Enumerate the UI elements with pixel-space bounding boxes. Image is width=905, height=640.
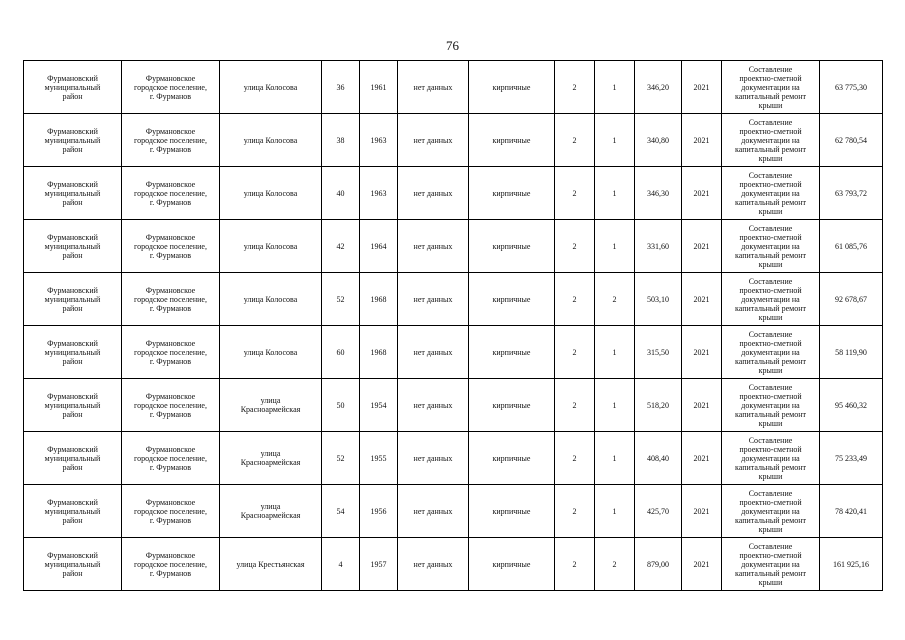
table-row (24, 220, 883, 273)
street-cell: улица Колосова (220, 273, 322, 326)
street-cell: улица Колосова (220, 326, 322, 379)
table-body (24, 61, 883, 591)
cost-cell: 63 793,72 (820, 167, 883, 220)
house-number-cell: 36 (322, 61, 360, 114)
plan-year-cell: 2021 (682, 114, 722, 167)
area-cell: 425,70 (635, 485, 682, 538)
floors-cell: 2 (555, 61, 595, 114)
table-row (24, 167, 883, 220)
plan-year-cell: 2021 (682, 61, 722, 114)
district-cell: Фурмановский муниципальный район (24, 379, 122, 432)
entrances-cell: 1 (595, 167, 635, 220)
status-cell: нет данных (398, 220, 469, 273)
build-year-cell: 1956 (360, 485, 398, 538)
street-cell: улица Колосова (220, 114, 322, 167)
work-type-cell: Составление проектно-сметной документации на капитальный ремонт крыши (722, 273, 820, 326)
plan-year-cell: 2021 (682, 326, 722, 379)
district-cell: Фурмановский муниципальный район (24, 485, 122, 538)
table-row (24, 273, 883, 326)
table-row (24, 379, 883, 432)
area-cell: 503,10 (635, 273, 682, 326)
status-cell: нет данных (398, 432, 469, 485)
area-cell: 346,20 (635, 61, 682, 114)
cost-cell: 62 780,54 (820, 114, 883, 167)
wall-material-cell: кирпичные (469, 485, 555, 538)
build-year-cell: 1964 (360, 220, 398, 273)
entrances-cell: 1 (595, 114, 635, 167)
table-row (24, 61, 883, 114)
district-cell: Фурмановский муниципальный район (24, 61, 122, 114)
floors-cell: 2 (555, 114, 595, 167)
street-cell: улица Колосова (220, 61, 322, 114)
build-year-cell: 1957 (360, 538, 398, 591)
plan-year-cell: 2021 (682, 538, 722, 591)
wall-material-cell: кирпичные (469, 61, 555, 114)
area-cell: 340,80 (635, 114, 682, 167)
work-type-cell: Составление проектно-сметной документации на капитальный ремонт крыши (722, 432, 820, 485)
cost-cell: 75 233,49 (820, 432, 883, 485)
area-cell: 408,40 (635, 432, 682, 485)
work-type-cell: Составление проектно-сметной документации на капитальный ремонт крыши (722, 485, 820, 538)
settlement-cell: Фурмановское городское поселение, г. Фурманов (122, 273, 220, 326)
work-type-cell: Составление проектно-сметной документации на капитальный ремонт крыши (722, 114, 820, 167)
plan-year-cell: 2021 (682, 485, 722, 538)
entrances-cell: 1 (595, 220, 635, 273)
table-row (24, 432, 883, 485)
build-year-cell: 1961 (360, 61, 398, 114)
work-type-cell: Составление проектно-сметной документации на капитальный ремонт крыши (722, 167, 820, 220)
entrances-cell: 2 (595, 538, 635, 591)
build-year-cell: 1963 (360, 167, 398, 220)
street-cell: улица Красноармейская (220, 379, 322, 432)
table-row (24, 485, 883, 538)
work-type-cell: Составление проектно-сметной документации на капитальный ремонт крыши (722, 326, 820, 379)
build-year-cell: 1955 (360, 432, 398, 485)
street-cell: улица Крестьянская (220, 538, 322, 591)
house-number-cell: 38 (322, 114, 360, 167)
floors-cell: 2 (555, 485, 595, 538)
area-cell: 879,00 (635, 538, 682, 591)
entrances-cell: 1 (595, 61, 635, 114)
wall-material-cell: кирпичные (469, 326, 555, 379)
cost-cell: 58 119,90 (820, 326, 883, 379)
house-number-cell: 42 (322, 220, 360, 273)
table-row (24, 326, 883, 379)
district-cell: Фурмановский муниципальный район (24, 114, 122, 167)
area-cell: 346,30 (635, 167, 682, 220)
wall-material-cell: кирпичные (469, 538, 555, 591)
wall-material-cell: кирпичные (469, 273, 555, 326)
area-cell: 331,60 (635, 220, 682, 273)
settlement-cell: Фурмановское городское поселение, г. Фурманов (122, 538, 220, 591)
cost-cell: 92 678,67 (820, 273, 883, 326)
street-cell: улица Колосова (220, 220, 322, 273)
work-type-cell: Составление проектно-сметной документации на капитальный ремонт крыши (722, 379, 820, 432)
repair-register-table (23, 60, 883, 591)
cost-cell: 161 925,16 (820, 538, 883, 591)
plan-year-cell: 2021 (682, 167, 722, 220)
floors-cell: 2 (555, 273, 595, 326)
district-cell: Фурмановский муниципальный район (24, 220, 122, 273)
floors-cell: 2 (555, 379, 595, 432)
district-cell: Фурмановский муниципальный район (24, 432, 122, 485)
wall-material-cell: кирпичные (469, 432, 555, 485)
table-row (24, 538, 883, 591)
settlement-cell: Фурмановское городское поселение, г. Фурманов (122, 61, 220, 114)
entrances-cell: 2 (595, 273, 635, 326)
house-number-cell: 52 (322, 432, 360, 485)
work-type-cell: Составление проектно-сметной документации на капитальный ремонт крыши (722, 220, 820, 273)
house-number-cell: 4 (322, 538, 360, 591)
status-cell: нет данных (398, 167, 469, 220)
floors-cell: 2 (555, 167, 595, 220)
settlement-cell: Фурмановское городское поселение, г. Фурманов (122, 220, 220, 273)
status-cell: нет данных (398, 114, 469, 167)
plan-year-cell: 2021 (682, 379, 722, 432)
plan-year-cell: 2021 (682, 220, 722, 273)
build-year-cell: 1963 (360, 114, 398, 167)
house-number-cell: 54 (322, 485, 360, 538)
entrances-cell: 1 (595, 432, 635, 485)
area-cell: 315,50 (635, 326, 682, 379)
floors-cell: 2 (555, 326, 595, 379)
wall-material-cell: кирпичные (469, 167, 555, 220)
floors-cell: 2 (555, 432, 595, 485)
work-type-cell: Составление проектно-сметной документации на капитальный ремонт крыши (722, 538, 820, 591)
wall-material-cell: кирпичные (469, 379, 555, 432)
settlement-cell: Фурмановское городское поселение, г. Фурманов (122, 114, 220, 167)
settlement-cell: Фурмановское городское поселение, г. Фурманов (122, 432, 220, 485)
street-cell: улица Красноармейская (220, 432, 322, 485)
street-cell: улица Красноармейская (220, 485, 322, 538)
floors-cell: 2 (555, 538, 595, 591)
page-number: 76 (446, 38, 459, 53)
district-cell: Фурмановский муниципальный район (24, 326, 122, 379)
cost-cell: 78 420,41 (820, 485, 883, 538)
plan-year-cell: 2021 (682, 432, 722, 485)
area-cell: 518,20 (635, 379, 682, 432)
plan-year-cell: 2021 (682, 273, 722, 326)
entrances-cell: 1 (595, 379, 635, 432)
settlement-cell: Фурмановское городское поселение, г. Фурманов (122, 326, 220, 379)
house-number-cell: 60 (322, 326, 360, 379)
status-cell: нет данных (398, 538, 469, 591)
status-cell: нет данных (398, 326, 469, 379)
status-cell: нет данных (398, 273, 469, 326)
wall-material-cell: кирпичные (469, 114, 555, 167)
work-type-cell: Составление проектно-сметной документации на капитальный ремонт крыши (722, 61, 820, 114)
house-number-cell: 40 (322, 167, 360, 220)
status-cell: нет данных (398, 379, 469, 432)
entrances-cell: 1 (595, 485, 635, 538)
district-cell: Фурмановский муниципальный район (24, 538, 122, 591)
wall-material-cell: кирпичные (469, 220, 555, 273)
cost-cell: 61 085,76 (820, 220, 883, 273)
build-year-cell: 1954 (360, 379, 398, 432)
settlement-cell: Фурмановское городское поселение, г. Фурманов (122, 485, 220, 538)
house-number-cell: 52 (322, 273, 360, 326)
floors-cell: 2 (555, 220, 595, 273)
district-cell: Фурмановский муниципальный район (24, 167, 122, 220)
cost-cell: 95 460,32 (820, 379, 883, 432)
house-number-cell: 50 (322, 379, 360, 432)
build-year-cell: 1968 (360, 273, 398, 326)
district-cell: Фурмановский муниципальный район (24, 273, 122, 326)
entrances-cell: 1 (595, 326, 635, 379)
street-cell: улица Колосова (220, 167, 322, 220)
status-cell: нет данных (398, 485, 469, 538)
settlement-cell: Фурмановское городское поселение, г. Фурманов (122, 379, 220, 432)
status-cell: нет данных (398, 61, 469, 114)
table-row (24, 114, 883, 167)
cost-cell: 63 775,30 (820, 61, 883, 114)
build-year-cell: 1968 (360, 326, 398, 379)
settlement-cell: Фурмановское городское поселение, г. Фурманов (122, 167, 220, 220)
